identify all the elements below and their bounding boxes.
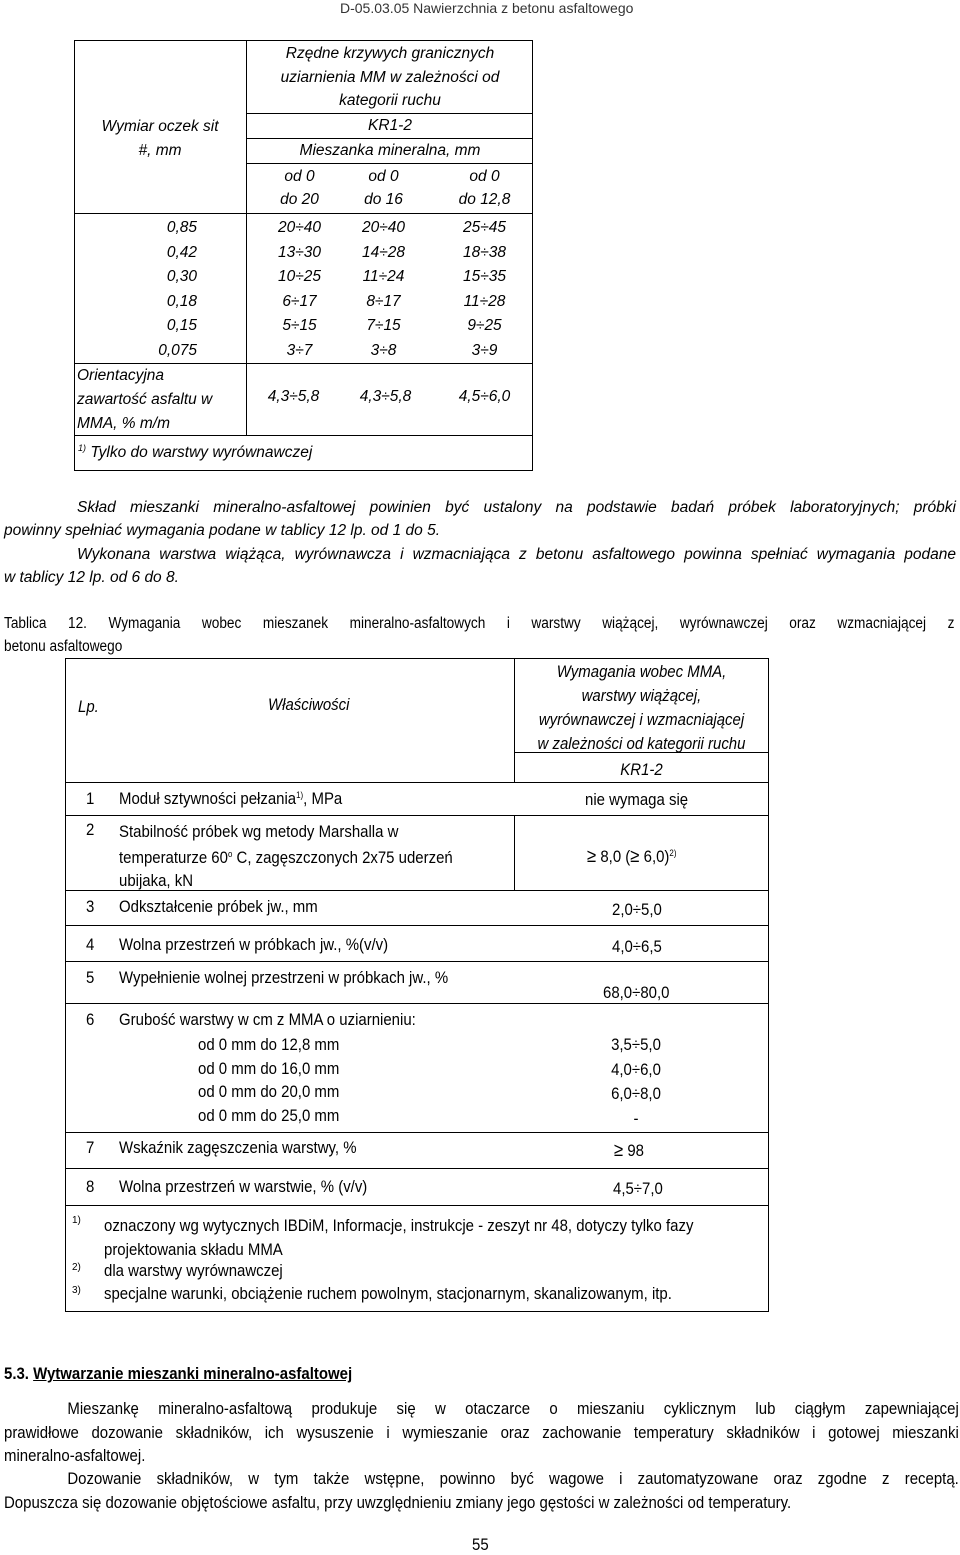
range-cell: 25÷45	[463, 219, 506, 236]
range-cell: 3÷7	[286, 341, 313, 359]
row-5-property: Wypełnienie wolnej przestrzeni w próbkach jw., %	[119, 968, 449, 987]
mix-header-3b: do 12,8	[458, 191, 511, 208]
header-req-4: w zależności od kategorii ruchu	[537, 734, 746, 753]
range-cell: 6÷17	[282, 292, 317, 310]
asphalt-label-3: MMA, % m/m	[77, 415, 170, 432]
range-cell: 9÷25	[467, 317, 502, 334]
mix-header-2a: od 0	[368, 168, 399, 185]
row-number: 1	[86, 789, 95, 808]
group-title-3: kategorii ruchu	[339, 92, 441, 109]
row-2-value: ≥ 8,0 (≥ 6,0)$^{2)}$	[587, 846, 677, 867]
header-properties: Właściwości	[268, 695, 350, 714]
row-6-values: 3,5÷5,0 4,0÷6,0 6,0÷8,0 -	[611, 1035, 661, 1128]
section-paragraph-2: Dozowanie składników, w tym także wstępne, powinno być wagowe i zautomatyzowane oraz zgodne z receptą. Dopuszcza się dozowanie objętościowe asfaltu, przy uwzględnieniu zmiany jego gęstości w zależności od temperatury.	[4, 1469, 959, 1512]
row-number: 5	[86, 968, 95, 987]
header-lp: Lp.	[78, 697, 99, 716]
sieve-value: 0,30	[166, 268, 197, 285]
header-req-2: warstwy wiążącej,	[581, 686, 702, 705]
note-mark-3: 3)	[72, 1285, 81, 1296]
row-5-value: 68,0÷80,0	[603, 983, 670, 1002]
traffic-category: KR1-2	[368, 117, 412, 134]
mix-header-1a: od 0	[284, 168, 315, 185]
range-cell: 8÷17	[366, 292, 401, 310]
row-3-property: Odkształcenie próbek jw., mm	[119, 897, 318, 916]
sieve-value: 0,18	[166, 292, 197, 310]
row-2-property: Stabilność próbek wg metody Marshalla w temperaturze 60$^o$ C, zagęszczonych 2x75 uderzeń ubijaka, kN	[119, 822, 453, 890]
paragraph-2-line-1: Wykonana warstwa wiążąca, wyrównawcza i wzmacniająca z betonu asfaltowego powinna spełniać wymagania podane	[77, 546, 956, 563]
note-mark-2: 2)	[72, 1262, 81, 1273]
greater-equal-icon: ≥	[587, 846, 597, 867]
asphalt-content: 4,3÷5,8	[267, 388, 320, 405]
footnote-mark: 1)	[78, 443, 87, 453]
range-cell: 7÷15	[366, 317, 401, 334]
range-cell: 18÷38	[463, 243, 506, 261]
section-paragraph-1: Mieszankę mineralno-asfaltową produkuje się w otaczarce o mieszaniu cyklicznym lub ciągłym zapewniającej prawidłowe dozowanie składników, ich wysuszenie i wymieszanie oraz zachowanie temperatury składników i gotowej mieszanki mineralno-asfaltowej.	[4, 1399, 959, 1465]
row-8-value: 4,5÷7,0	[613, 1179, 663, 1198]
note-1: oznaczony wg wytycznych IBDiM, Informacje, instrukcje - zeszyt nr 48, dotyczy tylko fazy projektowania składu MMA	[104, 1216, 694, 1259]
row-3-value: 2,0÷5,0	[612, 900, 662, 919]
range-cell: 3÷8	[370, 341, 397, 359]
document-header: D-05.03.05 Nawierzchnia z betonu asfaltowego	[340, 0, 634, 16]
asphalt-label-2: zawartość asfaltu w	[77, 391, 213, 408]
asphalt-content: 4,5÷6,0	[458, 388, 511, 405]
mix-header-1b: do 20	[280, 191, 319, 208]
range-cell: 15÷35	[463, 268, 506, 285]
row-number: 4	[86, 935, 95, 954]
header-req-3: wyrównawczej i wzmacniającej	[538, 710, 745, 729]
greater-equal-icon: ≥	[614, 1140, 624, 1161]
row-number: 2	[86, 820, 95, 839]
note-2: dla warstwy wyrównawczej	[104, 1261, 283, 1280]
greater-equal-icon: ≥	[630, 846, 640, 867]
mix-header-2b: do 16	[364, 191, 403, 208]
range-cell: 11÷24	[362, 268, 405, 285]
asphalt-label-1: Orientacyjna	[77, 367, 165, 384]
row-6-subitems: od 0 mm do 12,8 mm od 0 mm do 16,0 mm od 0 mm do 20,0 mm od 0 mm do 25,0 mm	[198, 1035, 340, 1125]
page-number: 55	[472, 1535, 489, 1554]
paragraph-1-line-2: powinny spełniać wymagania podane w tablicy 12 lp. od 1 do 5.	[4, 522, 440, 539]
range-cell: 3÷9	[471, 341, 498, 359]
row-1-value: nie wymaga się	[585, 790, 689, 809]
row-number: 7	[86, 1138, 95, 1157]
row-4-property: Wolna przestrzeń w próbkach jw., %(v/v)	[119, 935, 389, 954]
row-7-value: ≥ 98	[614, 1140, 644, 1161]
range-cell: 10÷25	[278, 268, 321, 285]
range-cell: 13÷30	[278, 243, 321, 261]
sieve-value: 0,42	[166, 243, 197, 261]
paragraph-1	[4, 496, 956, 542]
range-cell: 5÷15	[282, 317, 317, 334]
row-number: 8	[86, 1177, 95, 1196]
note-3: specjalne warunki, obciążenie ruchem powolnym, stacjonarnym, skanalizowanym, itp.	[104, 1284, 672, 1303]
header-req-1: Wymagania wobec MMA,	[556, 662, 727, 681]
paragraph-1-line-1: Skład mieszanki mineralno-asfaltowej powinien być ustalony na podstawie badań próbek laboratoryjnych; próbki	[77, 499, 956, 516]
asphalt-content: 4,3÷5,8	[359, 388, 412, 405]
sieve-value: 0,15	[166, 317, 197, 334]
row-number: 6	[86, 1010, 95, 1029]
range-cell: 20÷40	[278, 219, 321, 236]
sieve-value: 0,85	[166, 219, 197, 236]
range-cell: 14÷28	[362, 243, 405, 261]
group-title-1: Rzędne krzywych granicznych	[285, 45, 495, 62]
row-7-property: Wskaźnik zagęszczenia warstwy, %	[119, 1138, 357, 1157]
row-6-property: Grubość warstwy w cm z MMA o uziarnieniu:	[119, 1010, 416, 1029]
mix-header-3a: od 0	[469, 168, 500, 185]
range-cell: 11÷28	[463, 292, 506, 310]
sieve-header: Wymiar oczek sit	[101, 118, 219, 135]
paragraph-2-line-2: w tablicy 12 lp. od 6 do 8.	[4, 569, 179, 586]
mix-label: Mieszanka mineralna, mm	[299, 142, 481, 159]
header-kr: KR1-2	[620, 760, 663, 779]
table12-caption: Tablica 12. Wymagania wobec mieszanek mineralno-asfaltowych i warstwy wiążącej, wyrównawczej oraz wzmacniającej z betonu asfaltowego	[4, 615, 955, 655]
footnote-text: Tylko do warstwy wyrównawczej	[90, 444, 313, 461]
sieve-header-unit: #, mm	[138, 142, 182, 159]
row-4-value: 4,0÷6,5	[612, 937, 662, 956]
paragraph-2	[4, 543, 956, 589]
sieve-value: 0,075	[158, 341, 197, 359]
row-number: 3	[86, 897, 95, 916]
row-1-property: Moduł sztywności pełzania$^{1)}$, MPa	[119, 789, 343, 808]
row-8-property: Wolna przestrzeń w warstwie, % (v/v)	[119, 1177, 368, 1196]
range-cell: 20÷40	[362, 219, 405, 236]
section-heading: 5.3. Wytwarzanie mieszanki mineralno-asfaltowej	[4, 1364, 353, 1383]
group-title-2: uziarnienia MM w zależności od	[280, 68, 500, 86]
note-mark-1: 1)	[72, 1215, 81, 1226]
